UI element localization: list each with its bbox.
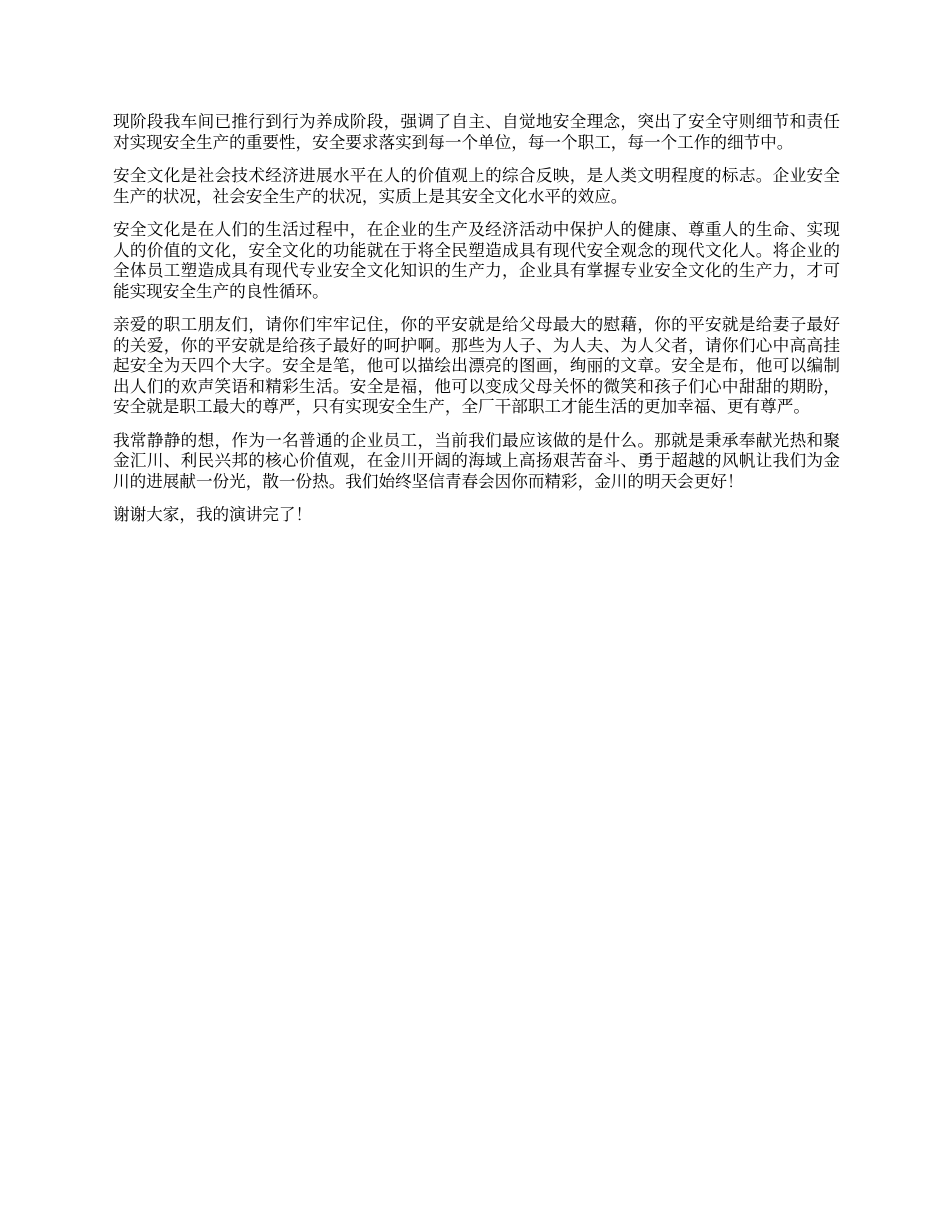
paragraph-5: 我常静静的想，作为一名普通的企业员工，当前我们最应该做的是什么。那就是秉承奉献光热和聚金汇川、利民兴邦的核心价值观，在金川开阔的海域上高扬艰苦奋斗、勇于超越的风帆让我们为金川的进展献一份光，散一份热。我们始终坚信青春会因你而精彩，金川的明天会更好！	[113, 430, 840, 491]
paragraph-3: 安全文化是在人们的生活过程中，在企业的生产及经济活动中保护人的健康、尊重人的生命、实现人的价值的文化，安全文化的功能就在于将全民塑造成具有现代安全观念的现代文化人。将企业的全体员工塑造成具有现代专业安全文化知识的生产力，企业具有掌握专业安全文化的生产力，才可能实现安全生产的良性循环。	[113, 220, 840, 301]
paragraph-4: 亲爱的职工朋友们，请你们牢牢记住，你的平安就是给父母最大的慰藉，你的平安就是给妻子最好的关爱，你的平安就是给孩子最好的呵护啊。那些为人子、为人夫、为人父者，请你们心中高高挂起安全为天四个大字。安全是笔，他可以描绘出漂亮的图画，绚丽的文章。安全是布，他可以编制出人们的欢声笑语和精彩生活。安全是福，他可以变成父母关怀的微笑和孩子们心中甜甜的期盼，安全就是职工最大的尊严，只有实现安全生产，全厂干部职工才能生活的更加幸福、更有尊严。	[113, 315, 840, 416]
paragraph-1: 现阶段我车间已推行到行为养成阶段，强调了自主、自觉地安全理念，突出了安全守则细节和责任对实现安全生产的重要性，安全要求落实到每一个单位，每一个职工，每一个工作的细节中。	[113, 112, 840, 152]
paragraph-2: 安全文化是社会技术经济进展水平在人的价值观上的综合反映，是人类文明程度的标志。企业安全生产的状况，社会安全生产的状况，实质上是其安全文化水平的效应。	[113, 166, 840, 206]
paragraph-6: 谢谢大家，我的演讲完了！	[113, 505, 313, 524]
document-body	[113, 112, 840, 539]
